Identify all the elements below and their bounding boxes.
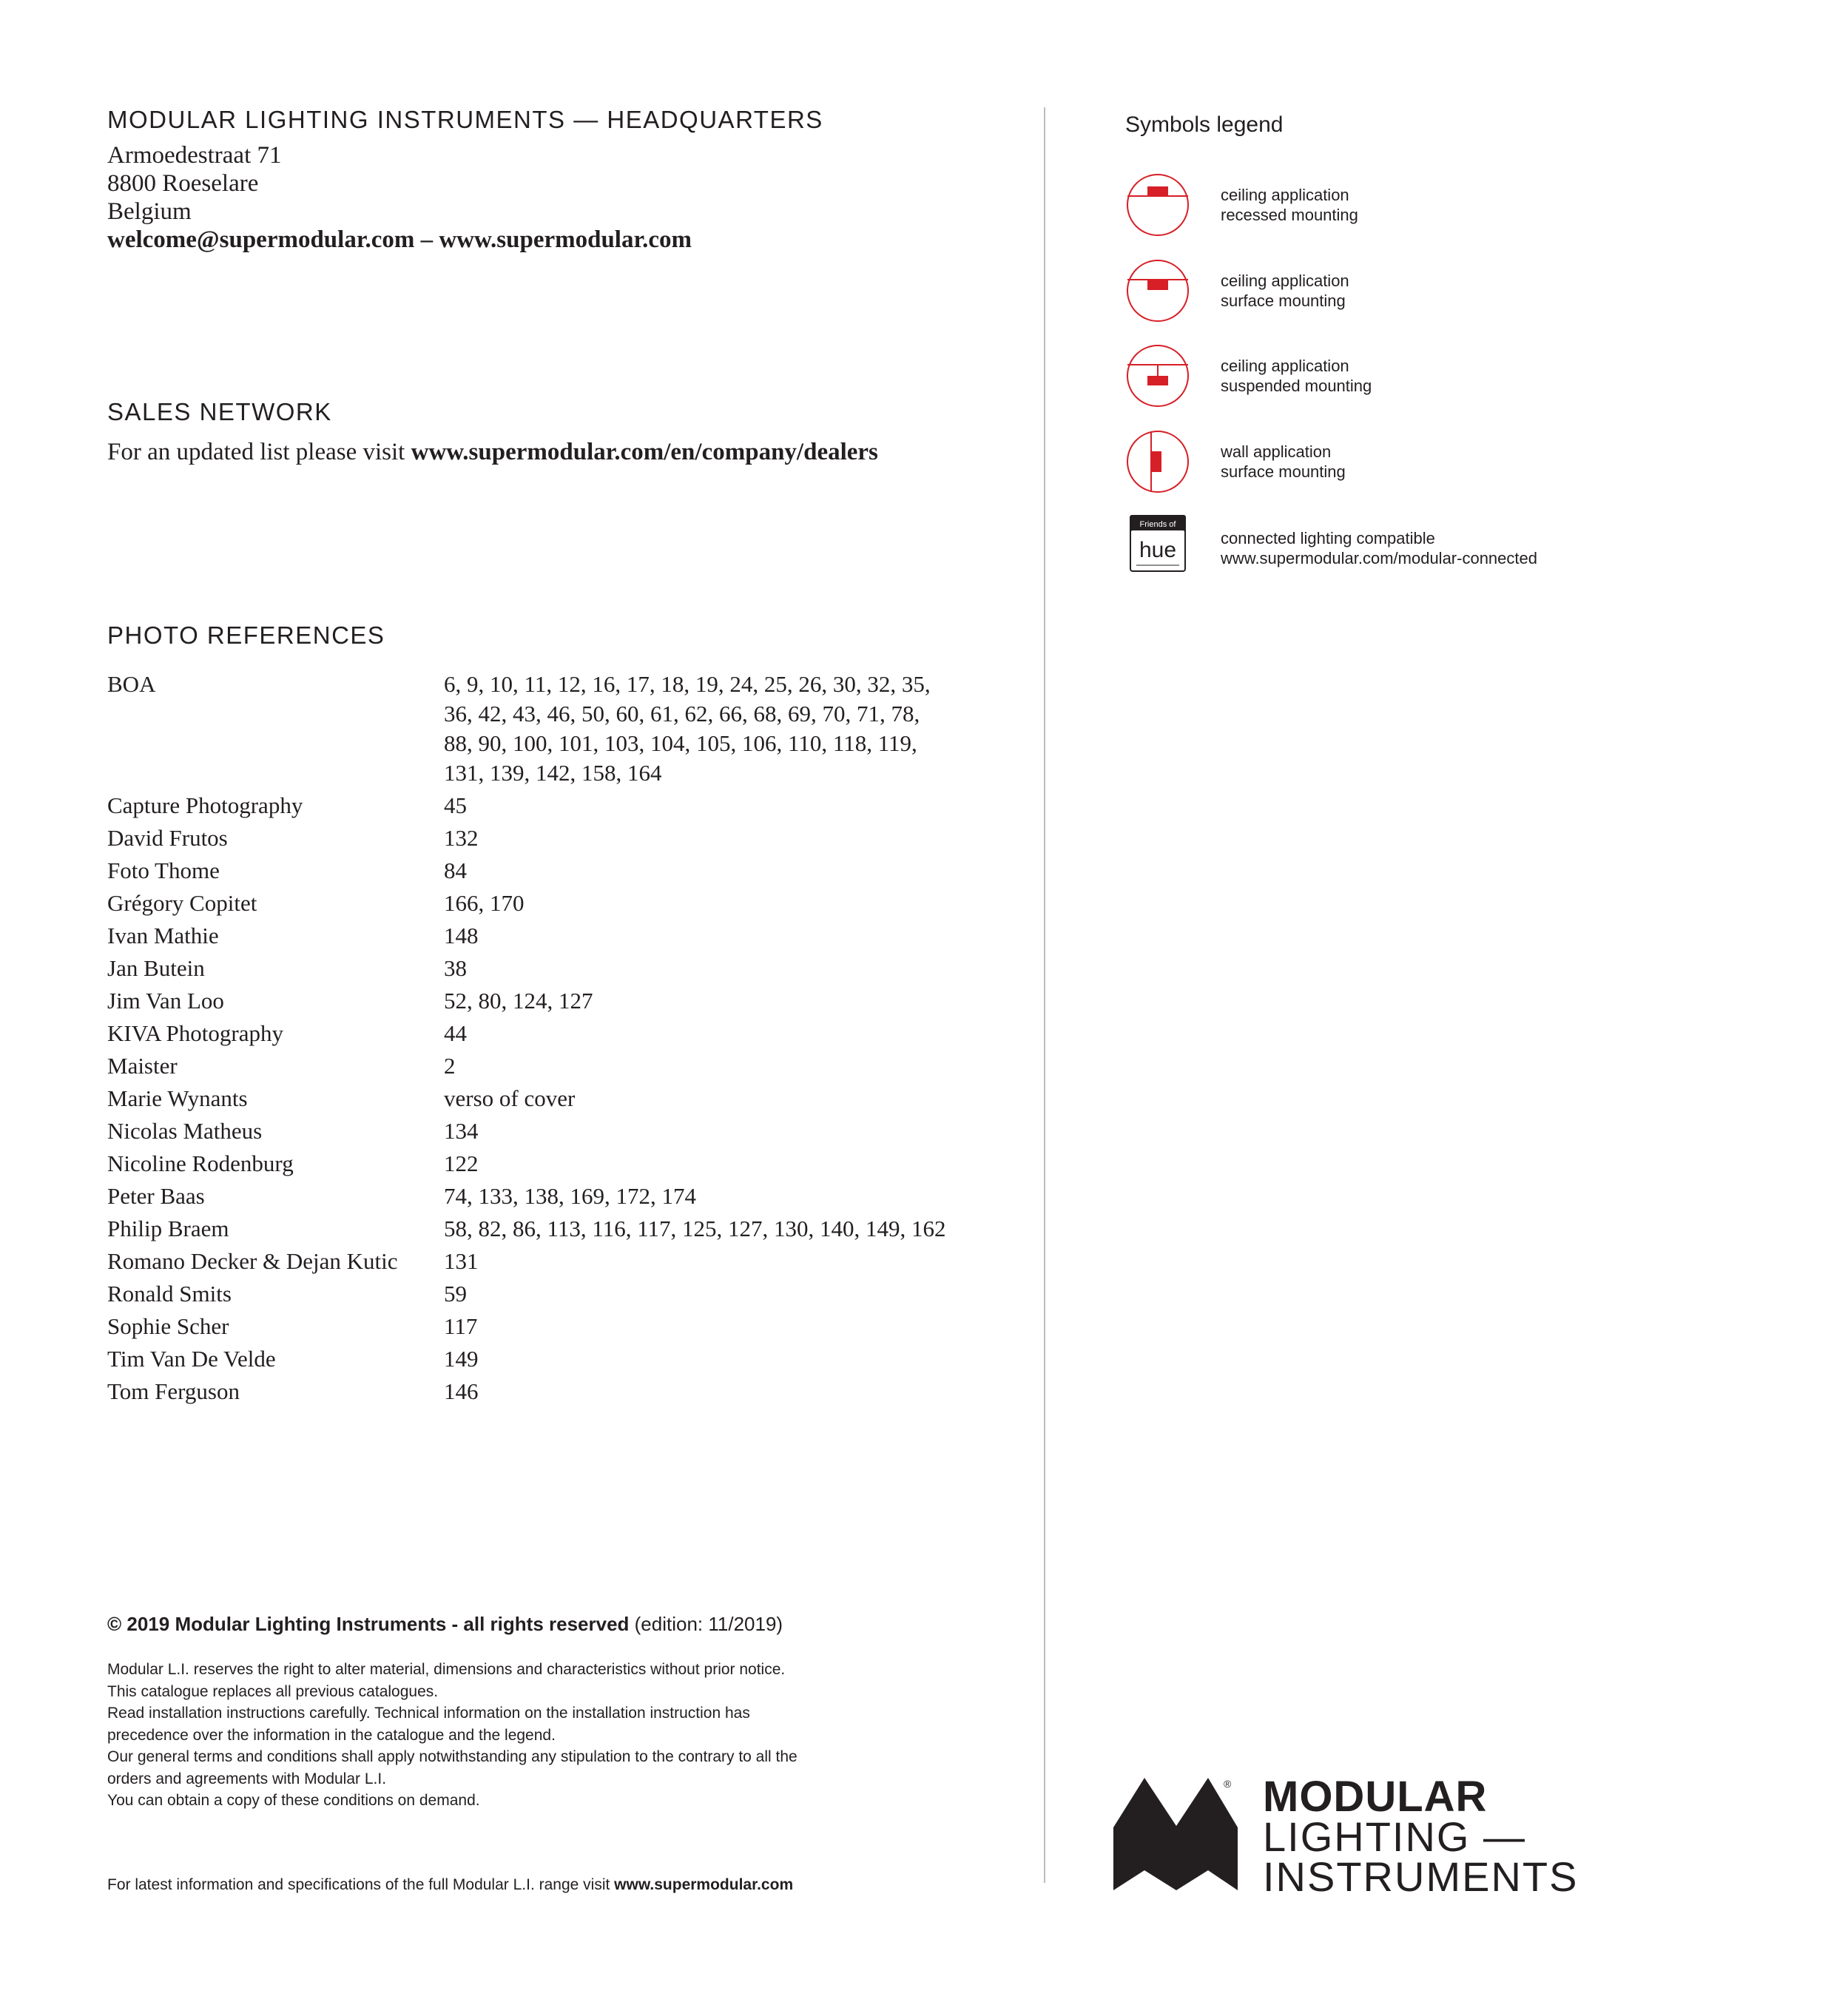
headquarters-address	[107, 141, 692, 254]
photo-page-numbers: 148	[444, 923, 479, 948]
photographer-name: Capture Photography	[107, 792, 303, 818]
photo-reference-row	[107, 670, 958, 788]
registered-mark: ®	[1224, 1778, 1232, 1790]
address-country: Belgium	[107, 198, 192, 225]
photo-page-numbers: 131	[444, 1248, 479, 1274]
ceiling-suspended-icon	[1124, 343, 1191, 409]
connected-link[interactable]: www.supermodular.com/modular-connected	[1221, 549, 1537, 567]
ceiling-recessed-icon	[1124, 172, 1191, 238]
address-city: 8800 Roeselare	[107, 170, 259, 197]
photo-references-title: PHOTO REFERENCES	[107, 621, 385, 649]
photographer-name: Peter Baas	[107, 1183, 205, 1209]
sales-network-title: SALES NETWORK	[107, 398, 332, 425]
photo-references-list	[107, 670, 958, 1409]
photo-page-numbers: 74, 133, 138, 169, 172, 174	[444, 1183, 696, 1209]
legend-item-wall-surface	[1124, 428, 1790, 495]
photographer-name: Romano Decker & Dejan Kutic	[107, 1248, 398, 1274]
photo-page-numbers: 58, 82, 86, 113, 116, 117, 125, 127, 130, 140, 149, 162	[444, 1216, 946, 1241]
photographer-name: Grégory Copitet	[107, 890, 257, 916]
ceiling-surface-icon	[1124, 257, 1191, 324]
photo-page-numbers: 44	[444, 1020, 467, 1046]
modular-logo-mark-icon	[1113, 1776, 1239, 1901]
photo-reference-row	[107, 954, 958, 983]
photographer-name: Ronald Smits	[107, 1281, 232, 1307]
photographer-name: Tim Van De Velde	[107, 1346, 276, 1372]
photo-reference-row	[107, 986, 958, 1016]
photo-page-numbers: 6, 9, 10, 11, 12, 16, 17, 18, 19, 24, 25, 26, 30, 32, 35, 36, 42, 43, 46, 50, 60, 61, 62, 66, 68, 69, 70, 71, 78, 88, 90, 100, 101, 103, 104, 105, 106, 110, 118, 119, 131, 139, 142, 158, 164	[444, 671, 931, 786]
photographer-name: Tom Ferguson	[107, 1378, 240, 1404]
photographer-name: Foto Thome	[107, 857, 220, 883]
photo-reference-row	[107, 1344, 958, 1374]
photo-page-numbers: 132	[444, 825, 479, 851]
dealers-link[interactable]: www.supermodular.com/en/company/dealers	[411, 439, 878, 465]
photo-reference-row	[107, 1149, 958, 1179]
sales-network-text	[107, 438, 878, 466]
photo-page-numbers: 2	[444, 1053, 456, 1079]
hue-badge-main: hue	[1139, 538, 1177, 562]
legend-text: wall application surface mounting	[1221, 442, 1346, 481]
photo-page-numbers: 45	[444, 792, 467, 818]
photo-reference-row	[107, 1182, 958, 1211]
photo-reference-row	[107, 1247, 958, 1276]
address-street: Armoedestraat 71	[107, 142, 282, 169]
photographer-name: KIVA Photography	[107, 1020, 283, 1046]
contact-separator: –	[414, 226, 439, 253]
legend-text: ceiling application recessed mounting	[1221, 186, 1358, 224]
photographer-name: Nicoline Rodenburg	[107, 1150, 294, 1176]
photo-page-numbers: 84	[444, 857, 467, 883]
photographer-name: Philip Braem	[107, 1216, 229, 1241]
legend-text: connected lighting compatible www.supermodular.com/modular-connected	[1221, 529, 1537, 567]
logo-wordmark: MODULAR LIGHTING — INSTRUMENTS	[1263, 1773, 1579, 1900]
legend-item-ceiling-surface	[1124, 257, 1790, 324]
photo-reference-row	[107, 1019, 958, 1048]
column-divider	[1044, 107, 1045, 1883]
legend-item-connected-lighting	[1124, 515, 1790, 582]
photographer-name: Ivan Mathie	[107, 923, 219, 948]
photo-page-numbers: 122	[444, 1150, 479, 1176]
legend-text: ceiling application surface mounting	[1221, 272, 1349, 310]
symbols-legend-title: Symbols legend	[1125, 112, 1284, 137]
photographer-name: Sophie Scher	[107, 1313, 229, 1339]
photo-reference-row	[107, 1051, 958, 1081]
photographer-name: Maister	[107, 1053, 178, 1079]
photo-page-numbers: 149	[444, 1346, 479, 1372]
friends-of-hue-icon	[1124, 515, 1191, 582]
photo-reference-row	[107, 1279, 958, 1309]
latest-info-line: For latest information and specifications of the full Modular L.I. range visit www.supermodular.com	[107, 1876, 794, 1893]
photographer-name: Nicolas Matheus	[107, 1118, 263, 1144]
photographer-name: Jim Van Loo	[107, 988, 224, 1014]
photo-reference-row	[107, 1312, 958, 1341]
photo-reference-row	[107, 856, 958, 886]
photo-reference-row	[107, 1377, 958, 1406]
photo-page-numbers: 166, 170	[444, 890, 525, 916]
edition-label: (edition: 11/2019)	[629, 1613, 783, 1635]
photo-reference-row	[107, 791, 958, 820]
photo-reference-row	[107, 889, 958, 918]
modular-logo	[1113, 1773, 1579, 1901]
photo-page-numbers: 117	[444, 1313, 478, 1339]
photo-page-numbers: 146	[444, 1378, 479, 1404]
legend-text: ceiling application suspended mounting	[1221, 357, 1372, 395]
photographer-name: Jan Butein	[107, 955, 205, 981]
sales-text: For an updated list please visit	[107, 439, 411, 465]
photo-reference-row	[107, 1084, 958, 1113]
photo-page-numbers: verso of cover	[444, 1085, 576, 1111]
photo-reference-row	[107, 823, 958, 853]
disclaimer-text: Modular L.I. reserves the right to alter material, dimensions and characteristics without prior notice. This catalogue replaces all previous catalogues. Read installation instructions carefully. Technical information on the installation instruction has precedence over the information in the catalogue and the legend. Our general terms and conditions shall apply notwithstanding any stipulation to the contrary to all the orders and agreements with Modular L.I. You can obtain a copy of these conditions on demand.	[107, 1661, 797, 1809]
photo-page-numbers: 134	[444, 1118, 479, 1144]
legend-item-ceiling-suspended	[1124, 343, 1790, 409]
legend-item-ceiling-recessed	[1124, 172, 1790, 238]
contact-line	[107, 226, 692, 254]
hue-badge-top: Friends of	[1139, 520, 1176, 529]
photo-reference-row	[107, 1116, 958, 1146]
photo-page-numbers: 59	[444, 1281, 467, 1307]
photo-reference-row	[107, 1214, 958, 1244]
supermodular-link[interactable]: www.supermodular.com	[614, 1876, 794, 1893]
photo-page-numbers: 38	[444, 955, 467, 981]
headquarters-title: MODULAR LIGHTING INSTRUMENTS — HEADQUARTERS	[107, 106, 823, 133]
wall-surface-icon	[1124, 428, 1191, 495]
photographer-name: BOA	[107, 671, 156, 697]
copyright-line: © 2019 Modular Lighting Instruments - all rights reserved (edition: 11/2019)	[107, 1613, 783, 1635]
website-link[interactable]: www.supermodular.com	[439, 226, 692, 253]
photographer-name: David Frutos	[107, 825, 228, 851]
photo-page-numbers: 52, 80, 124, 127	[444, 988, 593, 1014]
email-link[interactable]: welcome@supermodular.com	[107, 226, 415, 253]
photo-reference-row	[107, 921, 958, 951]
photographer-name: Marie Wynants	[107, 1085, 248, 1111]
